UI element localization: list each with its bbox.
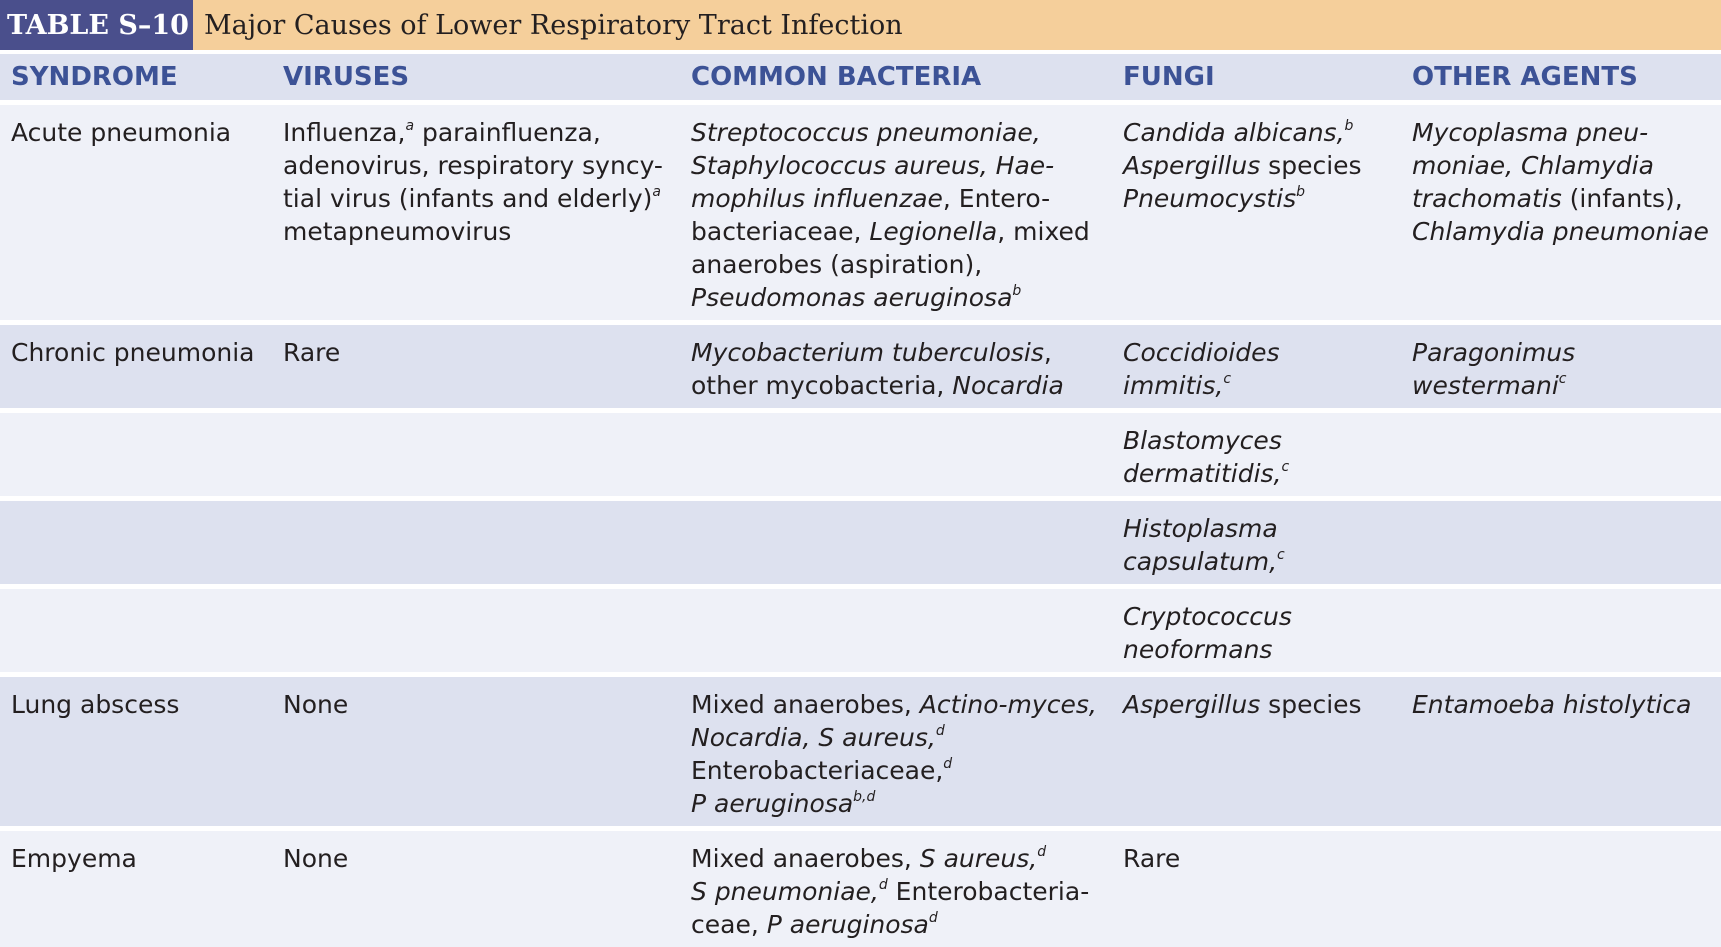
table-row	[0, 829, 1721, 947]
header-viruses: VIRUSES	[272, 54, 680, 103]
cell-viruses: Influenza,$^a$ parainfluenza, adenovirus, respiratory syncy-tial virus (infants and elderly)$^a$ metapneumovirus	[272, 103, 680, 323]
table-row	[0, 323, 1721, 411]
header-syndrome: SYNDROME	[0, 54, 272, 103]
cell-syndrome	[0, 587, 272, 675]
table-row	[0, 103, 1721, 323]
cell-bacteria	[680, 499, 1112, 587]
cell-fungi: Coccidioides immitis,$^c$	[1112, 323, 1401, 411]
cell-bacteria	[680, 411, 1112, 499]
cell-viruses: Rare	[272, 323, 680, 411]
table-caption: Major Causes of Lower Respiratory Tract Infection	[193, 10, 903, 41]
cell-viruses	[272, 411, 680, 499]
cell-bacteria: Streptococcus pneumoniae, Staphylococcus aureus, Hae-mophilus influenzae, Entero-bacteriaceae, Legionella, mixed anaerobes (aspiration), Pseudomonas aeruginosa$^b$	[680, 103, 1112, 323]
table-row	[0, 675, 1721, 829]
cell-other-agents: Mycoplasma pneu-moniae, Chlamydia trachomatis (infants), Chlamydia pneumoniae	[1401, 103, 1721, 323]
cell-viruses: None	[272, 675, 680, 829]
table-number: TABLE S–10	[0, 0, 193, 50]
table-row	[0, 499, 1721, 587]
cell-other-agents: Paragonimus westermani$^c$	[1401, 323, 1721, 411]
cell-syndrome	[0, 499, 272, 587]
cell-bacteria: Mycobacterium tuberculosis, other mycobacteria, Nocardia	[680, 323, 1112, 411]
cell-fungi: Cryptococcus neoformans	[1112, 587, 1401, 675]
header-row	[0, 54, 1721, 103]
cell-fungi: Rare	[1112, 829, 1401, 947]
cell-other-agents	[1401, 829, 1721, 947]
cell-bacteria: Mixed anaerobes, S aureus,$^d$ S pneumoniae,$^d$ Enterobacteria-ceae, P aeruginosa$^d$	[680, 829, 1112, 947]
header-fungi: FUNGI	[1112, 54, 1401, 103]
cell-syndrome: Lung abscess	[0, 675, 272, 829]
cell-other-agents	[1401, 499, 1721, 587]
cell-viruses	[272, 499, 680, 587]
cell-bacteria	[680, 587, 1112, 675]
cell-viruses: None	[272, 829, 680, 947]
cell-viruses	[272, 587, 680, 675]
cell-fungi: Aspergillus species	[1112, 675, 1401, 829]
header-common-bacteria: COMMON BACTERIA	[680, 54, 1112, 103]
table-row	[0, 587, 1721, 675]
cell-syndrome: Empyema	[0, 829, 272, 947]
table-row	[0, 411, 1721, 499]
cell-fungi: Histoplasma capsulatum,$^c$	[1112, 499, 1401, 587]
cell-syndrome: Chronic pneumonia	[0, 323, 272, 411]
cell-bacteria: Mixed anaerobes, Actino-myces, Nocardia, S aureus,$^d$ Enterobacteriaceae,$^d$ P aeruginosa$^{b,d}$	[680, 675, 1112, 829]
cell-fungi: Blastomyces dermatitidis,$^c$	[1112, 411, 1401, 499]
cell-fungi: Candida albicans,$^b$ Aspergillus species Pneumocystis$^b$	[1112, 103, 1401, 323]
cell-syndrome: Acute pneumonia	[0, 103, 272, 323]
cell-other-agents	[1401, 411, 1721, 499]
cell-other-agents: Entamoeba histolytica	[1401, 675, 1721, 829]
table-title-bar	[0, 0, 1721, 50]
header-other-agents: OTHER AGENTS	[1401, 54, 1721, 103]
cell-syndrome	[0, 411, 272, 499]
cell-other-agents	[1401, 587, 1721, 675]
causes-table	[0, 54, 1721, 947]
